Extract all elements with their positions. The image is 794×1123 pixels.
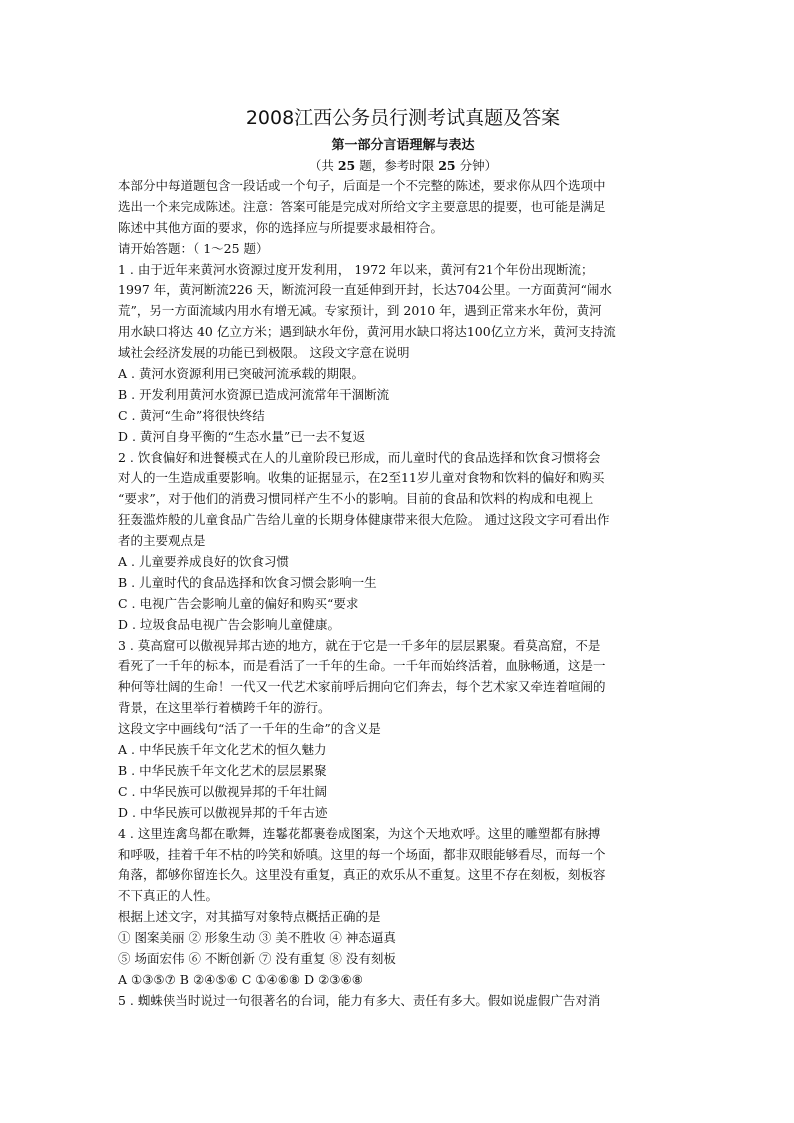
text-line: 这段文字中画线句“活了一千年的生命”的含义是 (118, 721, 381, 737)
text-line: A ①③⑤⑦ B ②④⑤⑥ C ①④⑥⑧ D ②③⑥⑧ (118, 971, 363, 987)
text-line: “要求”，对于他们的消费习惯同样产生不小的影响。目前的食品和饮料的构成和电视上 (118, 491, 594, 507)
part-title: 第一部分言语理解与表达 (331, 138, 475, 153)
text-line: B . 中华民族千年文化艺术的层层累聚 (118, 762, 327, 778)
text-line: 选出一个来完成陈述。注意：答案可能是完成对所给文字主要意思的提要，也可能是满足 (118, 198, 606, 214)
text-line: C . 黄河“生命”将很快终结 (118, 407, 265, 423)
text-line: 根据上述文字，对其描写对象特点概括正确的是 (118, 909, 381, 925)
text-line: 域社会经济发展的功能已到极限。 这段文字意在说明 (118, 345, 410, 361)
text-line: 本部分中每道题包含一段话或一个句子，后面是一个不完整的陈述，要求你从四个选项中 (118, 178, 606, 193)
text-line: 1 . 由于近年来黄河水资源过度开发利用， 1972 年以来，黄河有21个年份出现断流； (118, 261, 594, 277)
text-line: B . 开发利用黄河水资源已造成河流常年干涸断流 (118, 386, 390, 402)
document-page (118, 100, 688, 1012)
text-line: 用水缺口将达 40 亿立方米；遇到缺水年份，黄河用水缺口将达100亿立方米，黄河支持流 (118, 324, 616, 340)
text-line: ⑤ 场面宏伟 ⑥ 不断创新 ⑦ 没有重复 ⑧ 没有刻板 (118, 950, 396, 966)
text-line: 4 . 这里连禽鸟都在歌舞，连鬈花都裹卷成图案，为这个天地欢呼。这里的雕塑都有脉搏 (118, 825, 601, 841)
document-body (118, 176, 688, 1012)
text-line: 对人的一生造成重要影响。收集的证据显示，在2至11岁儿童对食物和饮料的偏好和购买 (118, 470, 605, 486)
text-line: 荒”，另一方面流域内用水有增无减。专家预计，到 2010 年，遇到正常来水年份，黄河 (118, 303, 602, 319)
text-line: 陈述中其他方面的要求，你的选择应与所提要求最相符合。 (118, 219, 444, 235)
document-title: 2008江西公务员行测考试真题及答案 (245, 107, 561, 129)
text-line: A . 黄河水资源利用已突破河流承载的期限。 (118, 366, 364, 382)
text-line: 和呼吸，挂着千年不枯的吟笑和娇嗔。这里的每一个场面，都非双眼能够看尽，而每一个 (118, 846, 606, 862)
text-line: D . 垃圾食品电视广告会影响儿童健康。 (118, 616, 340, 632)
text-line: 1997 年，黄河断流226 天，断流河段一直延伸到开封，长达704公里。一方面黄河“闹水 (118, 282, 612, 298)
text-line: A . 儿童要养成良好的饮食习惯 (118, 554, 289, 570)
text-line: D . 黄河自身平衡的“生态水量”已一去不复返 (118, 428, 366, 444)
text-line: D . 中华民族可以傲视异邦的千年古迹 (118, 804, 328, 820)
text-line: C . 中华民族可以傲视异邦的千年壮阔 (118, 783, 327, 799)
text-line: 种何等壮阔的生命！一代又一代艺术家前呼后拥向它们奔去，每个艺术家又牵连着喧闹的 (118, 679, 606, 695)
text-line: 不下真正的人性。 (118, 888, 219, 904)
text-line: 看死了一千年的标本，而是看活了一千年的生命。一千年而始终活着，血脉畅通，这是一 (118, 658, 606, 674)
text-line: B . 儿童时代的食品选择和饮食习惯会影响一生 (118, 574, 377, 590)
text-line: ① 图案美丽 ② 形象生动 ③ 美不胜收 ④ 神态逼真 (118, 930, 396, 946)
text-line: C . 电视广告会影响儿童的偏好和购买“要求 (118, 595, 359, 611)
text-line: A . 中华民族千年文化艺术的恒久魅力 (118, 742, 327, 758)
text-line: 狂轰滥炸般的儿童食品广告给儿童的长期身体健康带来很大危险。 通过这段文字可看出作 (118, 512, 610, 528)
text-line: 请开始答题：（ 1～25 题） (118, 240, 269, 256)
text-line: 角落，都够你留连长久。这里没有重复，真正的欢乐从不重复。这里不存在刻板，刻板容 (118, 867, 606, 883)
text-line: 5 . 蜘蛛侠当时说过一句很著名的台词，能力有多大、责任有多大。假如说虚假广告对消 (118, 992, 601, 1008)
text-line: 3 . 莫高窟可以傲视异邦古迹的地方，就在于它是一千多年的层层累聚。看莫高窟，不是 (118, 637, 601, 653)
text-line: 2 . 饮食偏好和进餐模式在人的儿童阶段已形成，而儿童时代的食品选择和饮食习惯将会 (118, 449, 601, 465)
text-line: 者的主要观点是 (118, 533, 206, 549)
time-limit: （共 25 题，参考时限 25 分钟） (308, 158, 498, 173)
text-line: 背景，在这里举行着横跨千年的游行。 (118, 700, 331, 716)
